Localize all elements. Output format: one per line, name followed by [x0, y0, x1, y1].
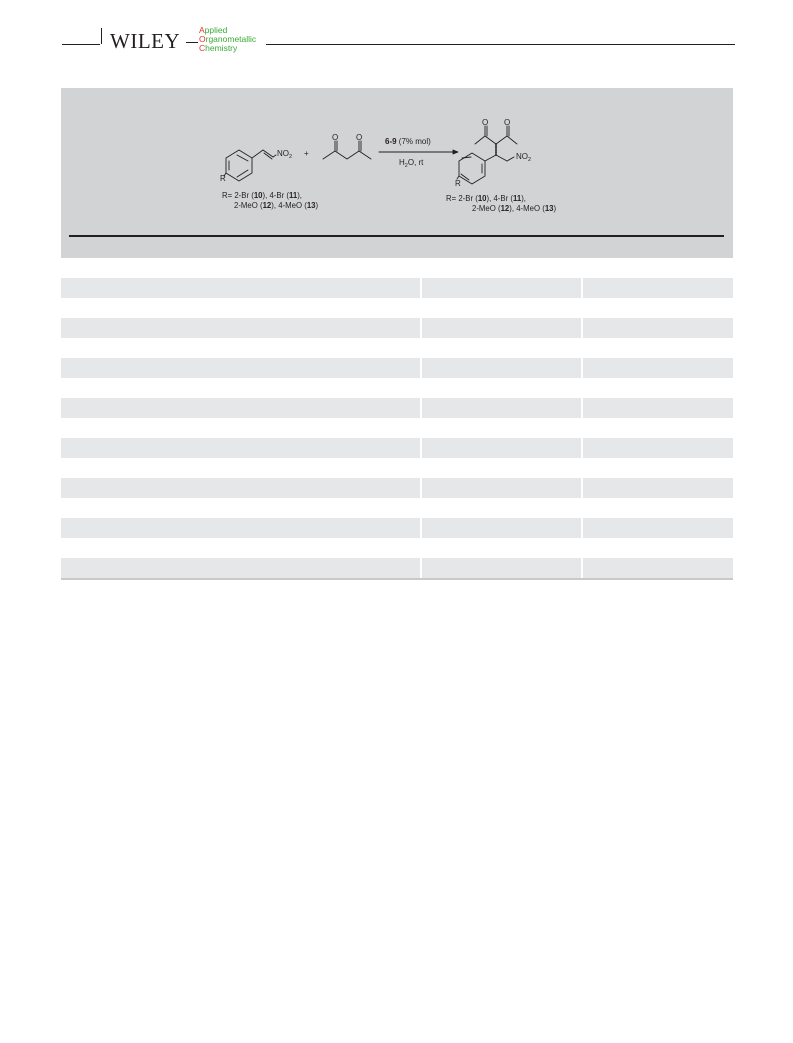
nitrostyrene-benzene-ring — [226, 150, 252, 181]
column-divider-2 — [581, 398, 583, 418]
column-divider-2 — [581, 458, 583, 478]
sm-substituents-line-2: 2-MeO (12), 4-MeO (13) — [234, 201, 319, 210]
column-divider-1 — [420, 498, 422, 518]
table-row — [61, 518, 733, 538]
header-tick-mark — [101, 28, 102, 44]
table-row — [61, 478, 733, 498]
reaction-arrow-head — [453, 150, 458, 154]
table-row — [61, 538, 733, 558]
column-divider-2 — [581, 478, 583, 498]
column-divider-2 — [581, 258, 583, 278]
header-rule-right — [266, 44, 735, 45]
table-header-rule — [69, 235, 724, 237]
nitro-label-sm: $NO_2$ — [277, 149, 293, 160]
column-divider-1 — [420, 518, 422, 538]
column-divider-2 — [581, 558, 583, 578]
journal-logo-line-1: Applied — [199, 25, 228, 35]
r-label-sm: R — [220, 174, 226, 183]
arrow-conditions-catalyst: 6-9 (7% mol) — [385, 137, 431, 146]
column-divider-1 — [420, 278, 422, 298]
arrow-conditions-solvent: $H_2O$, rt — [399, 158, 424, 169]
product-substituents-line-1: R= 2-Br (10), 4-Br (11), — [446, 194, 526, 203]
header-logo-dash — [186, 42, 198, 43]
column-divider-1 — [420, 398, 422, 418]
table-row — [61, 358, 733, 378]
journal-logo — [199, 26, 256, 53]
column-divider-2 — [581, 438, 583, 458]
sm-substituents-line-1: R= 2-Br (10), 4-Br (11), — [222, 191, 302, 200]
table-row — [61, 458, 733, 478]
column-divider-1 — [420, 258, 422, 278]
product-skeleton — [475, 126, 517, 161]
reaction-scheme — [61, 88, 733, 258]
table-row — [61, 278, 733, 298]
product-substituents-line-2: 2-MeO (12), 4-MeO (13) — [472, 204, 557, 213]
table-row — [61, 558, 733, 578]
r-label-product: R — [455, 179, 461, 188]
column-divider-1 — [420, 358, 422, 378]
table-row — [61, 378, 733, 398]
column-divider-2 — [581, 498, 583, 518]
column-divider-2 — [581, 538, 583, 558]
product-oxygen-label-2: O — [504, 118, 511, 127]
column-divider-2 — [581, 518, 583, 538]
table-row — [61, 318, 733, 338]
column-divider-1 — [420, 338, 422, 358]
journal-logo-line-2: Organometallic — [199, 34, 257, 44]
nitro-bond — [273, 155, 276, 157]
table-row — [61, 258, 733, 278]
acetylacetone-skeleton — [323, 141, 371, 159]
column-divider-1 — [420, 318, 422, 338]
table-row — [61, 398, 733, 418]
table-row — [61, 418, 733, 438]
column-divider-1 — [420, 558, 422, 578]
column-divider-2 — [581, 358, 583, 378]
column-divider-2 — [581, 338, 583, 358]
nitro-label-product: $NO_2$ — [516, 152, 532, 163]
column-divider-1 — [420, 378, 422, 398]
table-bottom-rule — [61, 578, 733, 580]
table-row — [61, 338, 733, 358]
column-divider-1 — [420, 438, 422, 458]
column-divider-1 — [420, 478, 422, 498]
header-rule-left — [62, 44, 100, 45]
column-divider-2 — [581, 418, 583, 438]
column-divider-1 — [420, 538, 422, 558]
column-divider-1 — [420, 298, 422, 318]
table-row — [61, 498, 733, 518]
column-divider-2 — [581, 278, 583, 298]
column-divider-2 — [581, 318, 583, 338]
table-row — [61, 298, 733, 318]
plus-sign: + — [304, 149, 309, 158]
column-divider-1 — [420, 458, 422, 478]
product-benzene-ring — [459, 153, 485, 184]
oxygen-label-1: O — [332, 133, 339, 142]
oxygen-label-2: O — [356, 133, 363, 142]
table-row — [61, 438, 733, 458]
vinyl-bond-1 — [252, 150, 263, 158]
publisher-logo: WILEY — [110, 29, 181, 53]
journal-logo-line-3: Chemistry — [199, 43, 238, 53]
column-divider-2 — [581, 378, 583, 398]
column-divider-1 — [420, 418, 422, 438]
product-oxygen-label-1: O — [482, 118, 489, 127]
table-box — [61, 88, 733, 580]
column-divider-2 — [581, 298, 583, 318]
